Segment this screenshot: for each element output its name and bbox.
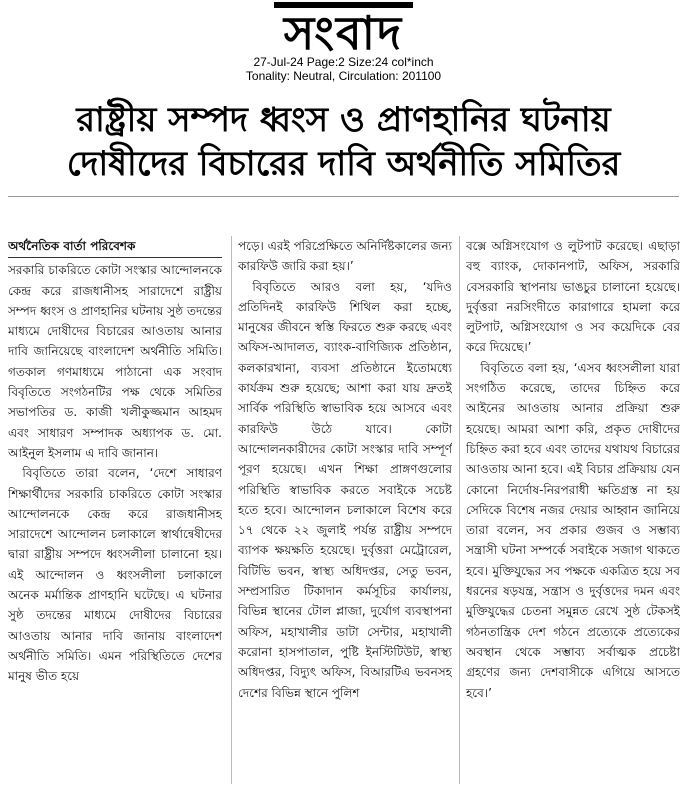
column-divider-2	[459, 236, 460, 784]
article-column-3	[466, 236, 680, 788]
column-divider-1	[231, 236, 232, 784]
column-2-paragraph-2: বিবৃতিতে আরও বলা হয়, ‘যদিও প্রতিদিনই কারফিউ শিথিল করা হচ্ছে, মানুষের জীবনে স্বস্তি ফিরতে শুরু করছে এবং অফিস-আদালত, ব্যাংক-বাণিজ্যিক প্রতিষ্ঠান, কলকারখানা, ব্যবসা প্রতিষ্ঠানে ইতোমধ্যে কার্যক্রম শুরু হয়েছে; আশা করা যায় দ্রুতই সার্বিক পরিস্থিতি স্বাভাবিক হয়ে আসবে এবং কারফিউ উঠে যাবে। কোটা আন্দোলনকারীদের কোটা সংস্কার দাবি সম্পূর্ণ পূরণ হয়েছে। এখন শিক্ষা প্রাঙ্গণগুলোর পরিস্থিতি স্বাভাবিক করতে সবাইকে সচেষ্ট হতে হবে। আন্দোলন চলাকালে বিশেষ করে ১৭ থেকে ২২ জুলাই পর্যন্ত রাষ্ট্রীয় সম্পদে ব্যাপক ক্ষয়ক্ষতি হয়েছে। দুর্বৃত্তরা মেট্রোরেল, বিটিভি ভবন, স্বাস্থ্য অধিদপ্তর, সেতু ভবন, সম্প্রসারিত টিকাদান কর্মসূচির কার্যালয়, বিভিন্ন স্থানের টোল প্লাজা, দুর্যোগ ব্যবস্থাপনা অফিস, মহাখালীর ডাটা সেন্টার, মহাখালী করোনা হাসপাতাল, পুষ্টি ইনস্টিটিউট, স্বাস্থ্য অধিদপ্তর, বিদ্যুৎ অফিস, বিআরটিএ ভবনসহ দেশের বিভিন্ন স্থানে পুলিশ	[238, 279, 452, 700]
column-1-paragraph-1: সরকারি চাকরিতে কোটা সংস্কার আন্দোলনকে কেন্দ্র করে রাজধানীসহ সারাদেশে রাষ্ট্রীয় সম্পদ ধ্বংস ও প্রাণহানির ঘটনায় সুষ্ঠ তদন্তের মাধ্যমে দোষীদের বিচারের আওতায় আনার দাবি জানিয়েছে বাংলাদেশ অর্থনীতি সমিতি। গতকাল গণমাধ্যমে পাঠানো এক সংবাদ বিবৃতিতে সংগঠনটির পক্ষ থেকে সমিতির সভাপতির ড. কাজী খলীকুজ্জমান আহমদ এবং সাধারণ সম্পাদক অধ্যাপক ড. মো. আইনুল ইসলাম এ দাবি জানান।	[8, 263, 222, 460]
clipping-date-page-size: 27-Jul-24 Page:2 Size:24 col*inch	[253, 55, 434, 69]
clipping-tonality-circulation: Tonality: Neutral, Circulation: 201100	[245, 69, 442, 83]
article-column-1	[8, 236, 222, 788]
headline-divider	[8, 196, 679, 197]
column-2-paragraph-1: পড়ে। এরই পরিপ্রেক্ষিতে অনির্দিষ্টকালের জন্য কারফিউ জারি করা হয়।’	[238, 239, 452, 274]
headline-line-1: রাষ্ট্রীয় সম্পদ ধ্বংস ও প্রাণহানির ঘটনায়	[76, 100, 611, 140]
headline-line-2: দোষীদের বিচারের দাবি অর্থনীতি সমিতির	[66, 144, 621, 184]
article-headline	[8, 98, 679, 186]
newspaper-logo: সংবাদ	[274, 2, 413, 58]
column-3-paragraph-1: বক্সে অগ্নিসংযোগ ও লুটপাট করেছে। এছাড়া বহু ব্যাংক, দোকানপাট, অফিস, সরকারি বেসরকারি স্থাপনায় ভাঙচুর চালানো হয়েছে। দুর্বৃত্তরা নরসিংদীতে কারাগারে হামলা করে লুটপাট, অগ্নিসংযোগ ও সব কয়েদিকে বের করে দিয়েছে।’	[466, 239, 680, 355]
clipping-metadata	[0, 55, 687, 83]
article-column-2	[238, 236, 452, 788]
masthead	[0, 2, 687, 58]
column-1-paragraph-2: বিবৃতিতে তারা বলেন, ‘দেশে সাধারণ শিক্ষার্থীদের সরকারি চাকরিতে কোটা সংস্কার আন্দোলনকে কেন্দ্র করে রাজধানীসহ সারাদেশে আন্দোলন চলাকালে স্বার্থান্বেষীদের দ্বারা রাষ্ট্রীয় সম্পদে ধ্বংসলীলা চালানো হয়। এই আন্দোলন ও ধ্বংসলীলা চলাকালে অনেক মর্মান্তিক প্রাণহানি ঘটেছে। এ ঘটনার সুষ্ঠ তদন্তের মাধ্যমে দোষীদের বিচারের আওতায় আনার দাবি জানায় বাংলাদেশ অর্থনীতি সমিতি। এমন পরিস্থিতিতে দেশের মানুষ ভীত হয়ে	[8, 466, 222, 684]
column-3-paragraph-2: বিবৃতিতে বলা হয়, ‘এসব ধ্বংসলীলা যারা সংগঠিত করেছে, তাদের চিহ্নিত করে আইনের আওতায় আনার প্রক্রিয়া শুরু হয়েছে। আমরা আশা করি, প্রকৃত দোষীদের চিহ্নিত করা হবে এবং তাদের যথাযথ বিচারের আওতায় আনা হবে। এই বিচার প্রক্রিয়ায় যেন কোনো নির্দোষ-নিরপরাধী ক্ষতিগ্রস্ত না হয় সেদিকে বিশেষ নজর দেয়ার আহ্বান জানিয়ে তারা বলেন, সব প্রকার গুজব ও সম্ভাব্য সন্ত্রাসী ঘটনা সম্পর্কে সবাইকে সজাগ থাকতে হবে। মুক্তিযুদ্ধের সব পক্ষকে একত্রিত হয়ে সব ধরনের ষড়যন্ত্র, সন্ত্রাস ও দুর্বৃত্তদের দমন এবং মুক্তিযুদ্ধের চেতনা সমুন্নত রেখে সুষ্ঠ টেকসই গঠনতান্ত্রিক দেশ গঠনে প্রত্যেকে প্রত্যেকের অবস্থান থেকে সম্ভাব্য সর্বাত্মক প্রচেষ্টা গ্রহণের জন্য দেশবাসীকে এগিয়ে আসতে হবে।’	[466, 360, 680, 700]
article-byline: অর্থনৈতিক বার্তা পরিবেশক	[8, 236, 222, 258]
